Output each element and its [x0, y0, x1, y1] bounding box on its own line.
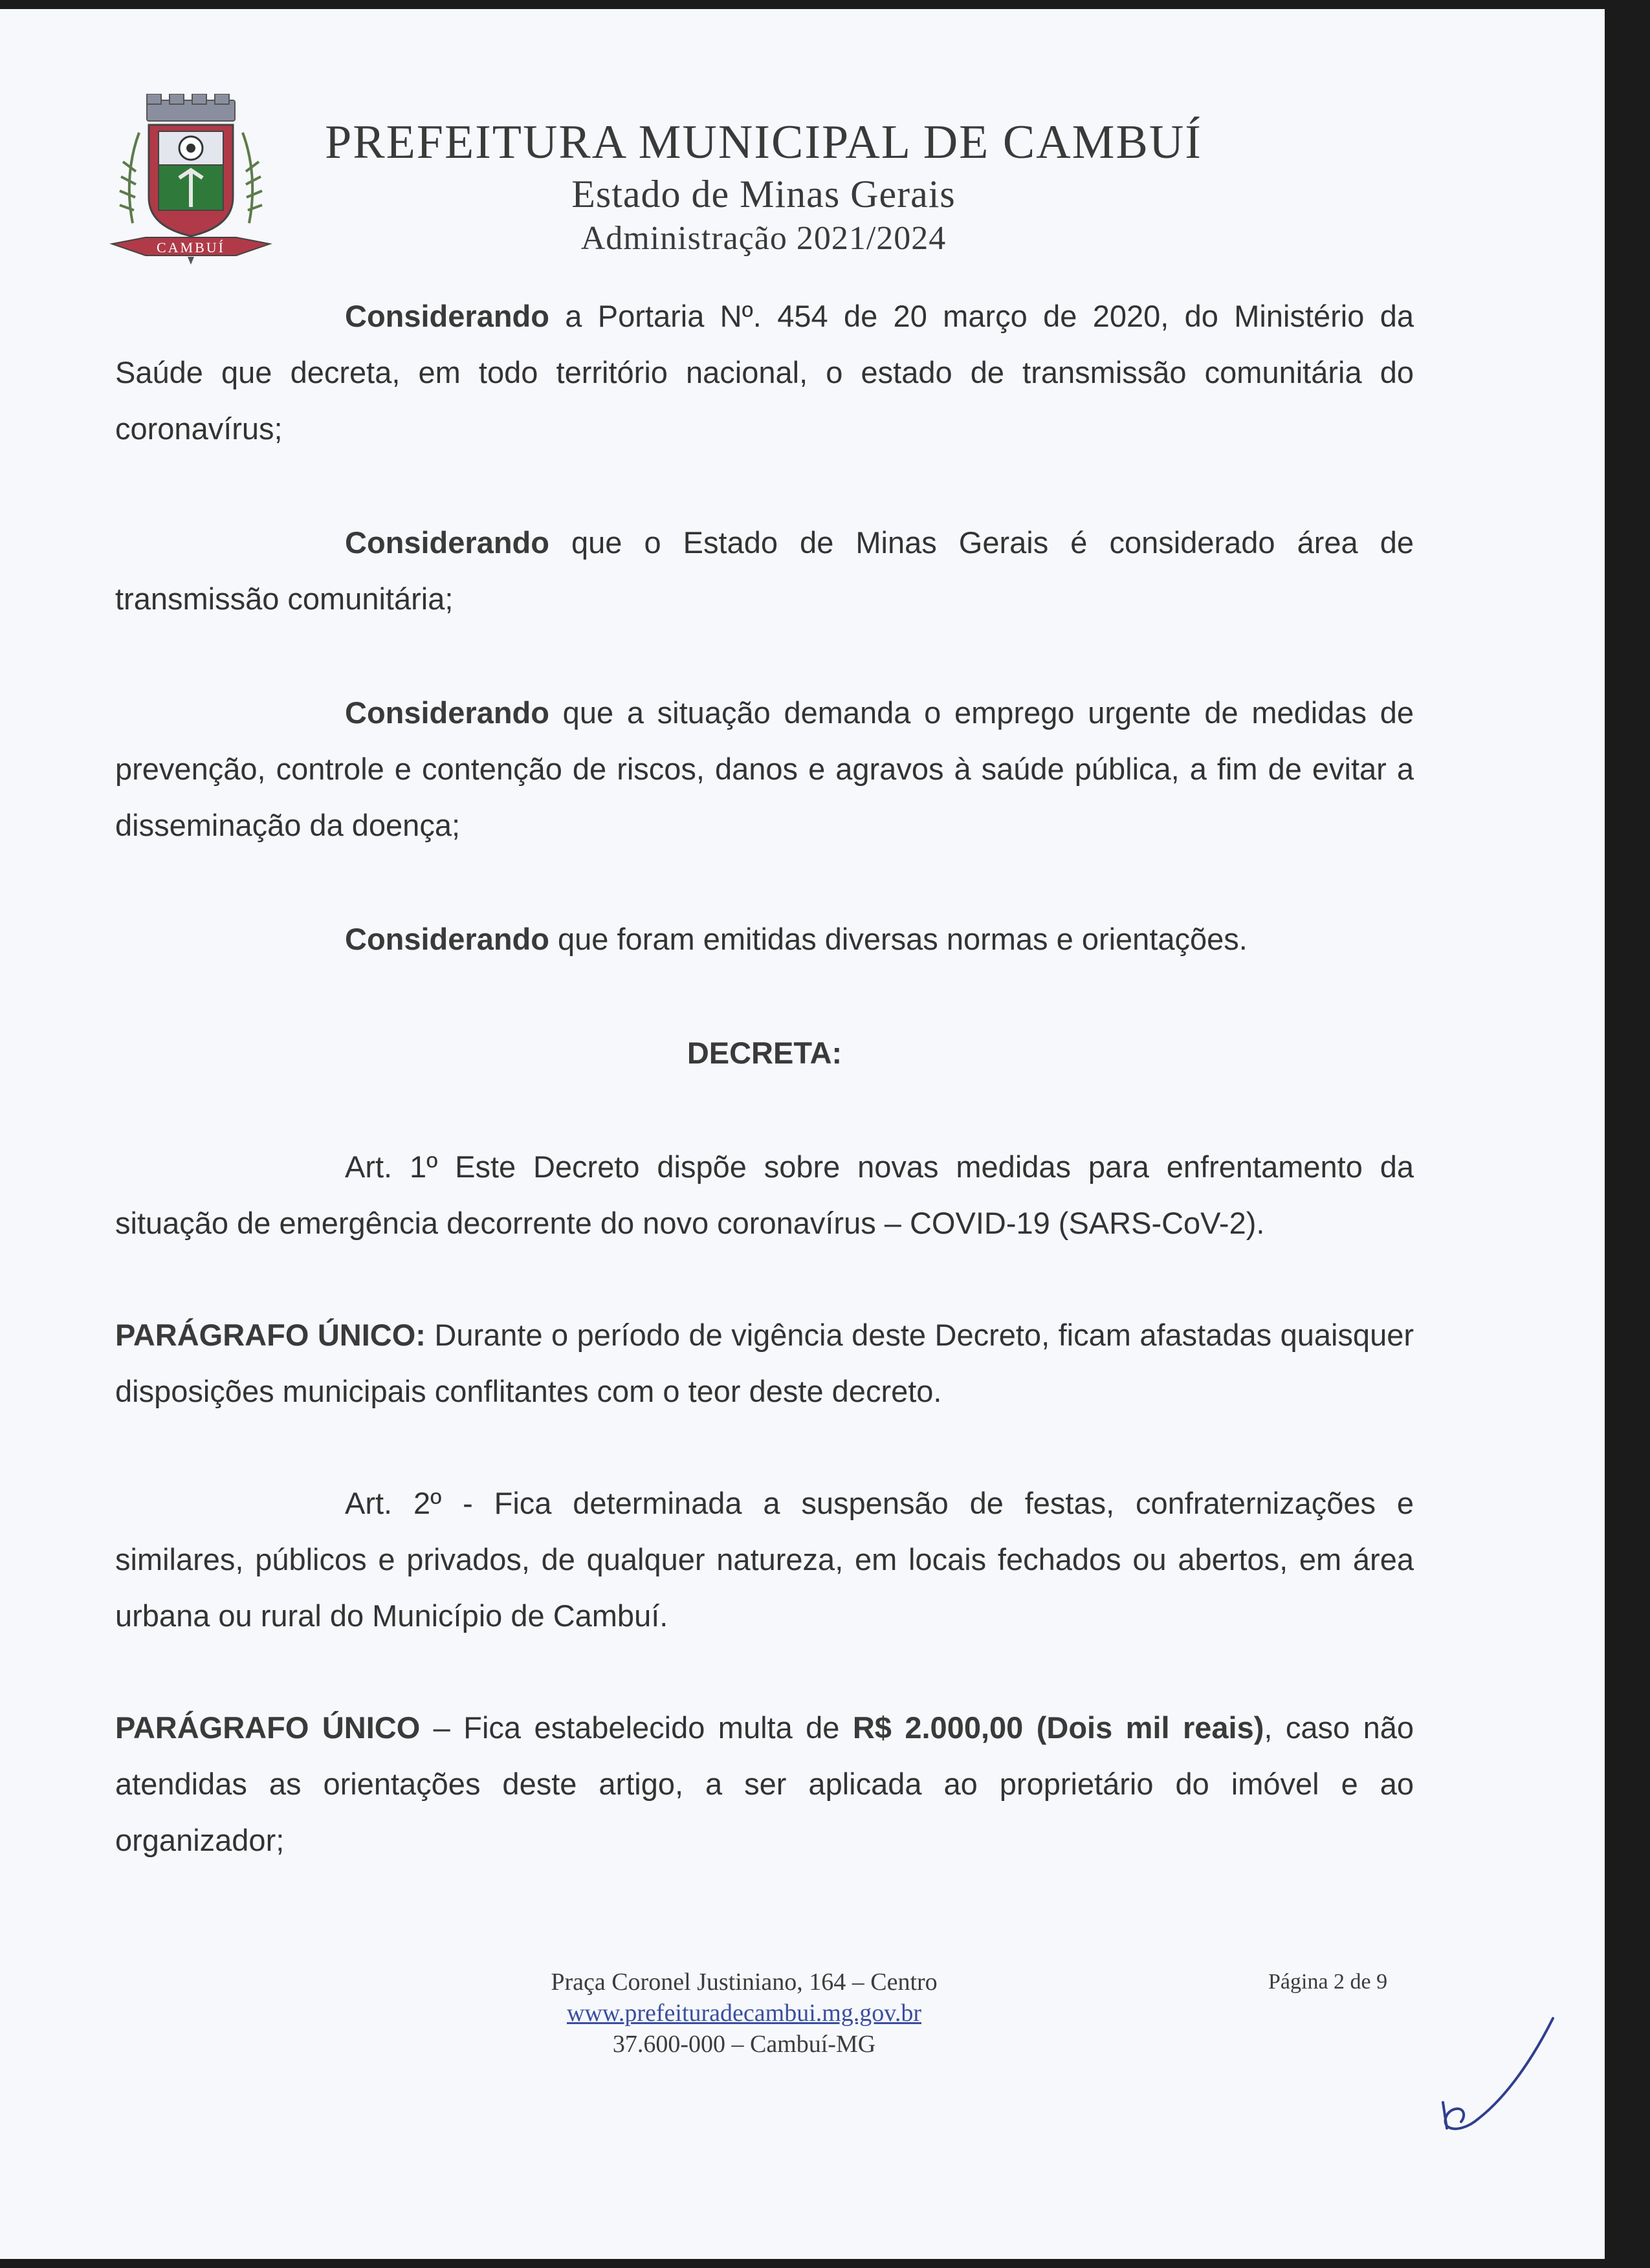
considerando-lead: Considerando — [345, 695, 549, 730]
paragrafo-unico-lead: PARÁGRAFO ÚNICO: — [115, 1318, 426, 1352]
crest-ribbon-text: CAMBUÍ — [156, 239, 226, 256]
paragrafo-unico-lead: PARÁGRAFO ÚNICO — [115, 1710, 421, 1745]
article-1: Art. 1º Este Decreto dispõe sobre novas medidas para enfrentamento da situação de emergência decorrente do novo coronavírus – COVID-19 (SARS-CoV-2). — [115, 1150, 1414, 1240]
paragraph-text: que foram emitidas diversas normas e orientações. — [549, 922, 1248, 956]
footer-address-block — [440, 1967, 1048, 2060]
article-2: Art. 2º - Fica determinada a suspensão de festas, confraternizações e similares, públicos e privados, de qualquer natureza, em locais fechados ou abertos, em área urbana ou rural do Município de Cambuí. — [115, 1486, 1414, 1633]
paragrafo-unico-2 — [115, 1699, 1414, 1868]
paragraph-text: que a situação demanda o emprego urgente de medidas de prevenção, controle e contenção de riscos, danos e agravos à saúde pública, a fim de evitar a disseminação da doença; — [115, 695, 1414, 842]
fine-amount: R$ 2.000,00 (Dois mil reais) — [852, 1710, 1264, 1745]
footer-website-link[interactable]: www.prefeituradecambui.mg.gov.br — [567, 2000, 921, 2027]
letterhead-state: Estado de Minas Gerais — [571, 173, 956, 215]
considerando-lead: Considerando — [345, 299, 549, 333]
letterhead-administration: Administração 2021/2024 — [580, 220, 947, 257]
paragraph-text: Durante o período de vigência deste Decreto, ficam afastadas quaisquer disposições municipais conflitantes com o teor deste decreto. — [115, 1318, 1414, 1408]
paragraph-considerando-3 — [115, 684, 1414, 853]
coat-of-arms-icon — [107, 94, 275, 265]
considerando-lead: Considerando — [345, 922, 549, 956]
scan-edge-right — [1605, 0, 1650, 2268]
letterhead-title: PREFEITURA MUNICIPAL DE CAMBUÍ — [325, 116, 1202, 169]
paragrafo-unico-1 — [115, 1307, 1414, 1419]
footer-address: Praça Coronel Justiniano, 164 – Centro — [551, 1968, 938, 1996]
letterhead — [285, 116, 1242, 260]
paragraph-text: que o Estado de Minas Gerais é considerado área de transmissão comunitária; — [115, 525, 1414, 616]
document-body — [115, 288, 1414, 1868]
paragraph-text: – Fica estabelecido multa de — [420, 1710, 853, 1745]
footer-postal: 37.600-000 – Cambuí-MG — [612, 2031, 876, 2058]
scan-edge-top — [0, 0, 1650, 9]
paragraph-considerando-2 — [115, 514, 1414, 627]
decreta-heading: DECRETA: — [687, 1036, 842, 1070]
paragraph-considerando-1 — [115, 288, 1414, 457]
page-number: Página 2 de 9 — [1268, 1970, 1388, 1994]
considerando-lead: Considerando — [345, 525, 549, 560]
paragraph-text: , caso não atendidas as orientações deste artigo, a ser aplicada ao proprietário do imóvel e ao organizador; — [115, 1710, 1414, 1857]
paragraph-text: a Portaria Nº. 454 de 20 março de 2020, do Ministério da Saúde que decreta, em todo território nacional, o estado de transmissão comunitária do coronavírus; — [115, 299, 1414, 446]
scan-edge-bottom — [0, 2259, 1650, 2268]
signature-initials-icon — [1424, 2012, 1566, 2141]
paragraph-considerando-4 — [115, 911, 1414, 967]
